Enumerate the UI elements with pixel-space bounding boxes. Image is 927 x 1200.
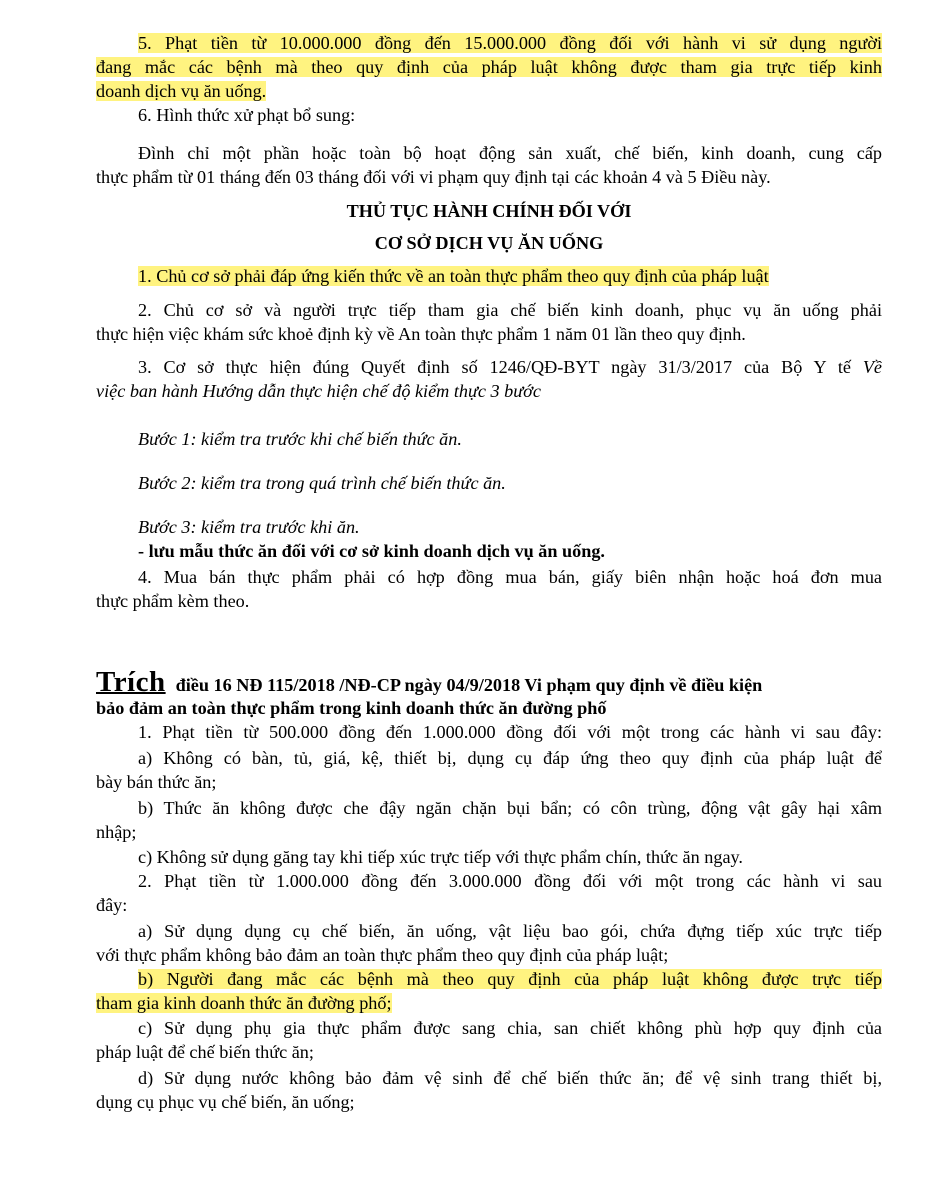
excerpt-p2d-line2: dụng cụ phục vụ chế biến, ăn uống; xyxy=(96,1092,355,1112)
excerpt-p2b-line1: b) Người đang mắc các bệnh mà theo quy định của pháp luật không được trực tiếp xyxy=(138,969,882,989)
procedures-item2-line1: 2. Chủ cơ sở và người trực tiếp tham gia chế biến kinh doanh, phục vụ ăn uống phải xyxy=(138,300,882,320)
penalty-item6-body-line2: thực phẩm từ 01 tháng đến 03 tháng đối với vi phạm quy định tại các khoản 4 và 5 Điều này. xyxy=(96,167,771,187)
excerpt-p2c-line1: c) Sử dụng phụ gia thực phẩm được sang chia, san chiết không phù hợp quy định của xyxy=(138,1018,882,1038)
excerpt-p2b-line2: tham gia kinh doanh thức ăn đường phố; xyxy=(96,993,392,1013)
excerpt-p1c: c) Không sử dụng găng tay khi tiếp xúc trực tiếp với thực phẩm chín, thức ăn ngay. xyxy=(138,847,743,867)
excerpt-p1a-line2: bày bán thức ăn; xyxy=(96,772,217,792)
procedures-title-line1: THỦ TỤC HÀNH CHÍNH ĐỐI VỚI xyxy=(346,201,632,221)
excerpt-p2-line2: đây: xyxy=(96,895,128,915)
excerpt-label: Trích xyxy=(96,666,166,698)
procedures-step1: Bước 1: kiểm tra trước khi chế biến thức ăn. xyxy=(138,429,462,449)
procedures-item4-line1: 4. Mua bán thực phẩm phải có hợp đồng mua bán, giấy biên nhận hoặc hoá đơn mua xyxy=(138,567,882,587)
procedures-item1: 1. Chủ cơ sở phải đáp ứng kiến thức về an toàn thực phẩm theo quy định của pháp luật xyxy=(138,266,769,286)
procedures-item3-line2: việc ban hành Hướng dẫn thực hiện chế độ kiểm thực 3 bước xyxy=(96,381,541,401)
penalty-item5-line1: 5. Phạt tiền từ 10.000.000 đồng đến 15.000.000 đồng đối với hành vi sử dụng người xyxy=(138,33,882,53)
excerpt-heading-line2: bảo đảm an toàn thực phẩm trong kinh doanh thức ăn đường phố xyxy=(96,698,607,718)
excerpt-heading-line1: Trích điều 16 NĐ 115/2018 /NĐ-CP ngày 04/9/2018 Vi phạm quy định về điều kiện xyxy=(96,666,763,698)
procedures-item3-line1: 3. Cơ sở thực hiện đúng Quyết định số 1246/QĐ-BYT ngày 31/3/2017 của Bộ Y tế Về xyxy=(138,357,882,377)
excerpt-p1b-line1: b) Thức ăn không được che đậy ngăn chặn bụi bẩn; có côn trùng, động vật gây hại xâm xyxy=(138,798,882,818)
penalty-item6-body-line1: Đình chỉ một phần hoặc toàn bộ hoạt động sản xuất, chế biến, kinh doanh, cung cấp xyxy=(138,143,882,163)
procedures-item2-line2: thực hiện việc khám sức khoẻ định kỳ về An toàn thực phẩm 1 năm 01 lần theo quy định. xyxy=(96,324,746,344)
penalty-item5-line2: đang mắc các bệnh mà theo quy định của pháp luật không được tham gia trực tiếp kinh xyxy=(96,57,882,77)
excerpt-p2-line1: 2. Phạt tiền từ 1.000.000 đồng đến 3.000.000 đồng đối với một trong các hành vi sau xyxy=(138,871,882,891)
excerpt-p1: 1. Phạt tiền từ 500.000 đồng đến 1.000.000 đồng đối với một trong các hành vi sau đây: xyxy=(138,722,882,742)
excerpt-p2a-line1: a) Sử dụng dụng cụ chế biến, ăn uống, vật liệu bao gói, chứa đựng tiếp xúc trực tiếp xyxy=(138,921,882,941)
penalty-item5-line3: doanh dịch vụ ăn uống. xyxy=(96,81,267,101)
excerpt-p2c-line2: pháp luật để chế biến thức ăn; xyxy=(96,1042,314,1062)
excerpt-p1b-line2: nhập; xyxy=(96,822,137,842)
procedures-item4-line2: thực phẩm kèm theo. xyxy=(96,591,250,611)
procedures-title-line2: CƠ SỞ DỊCH VỤ ĂN UỐNG xyxy=(374,233,604,253)
procedures-step3: Bước 3: kiểm tra trước khi ăn. xyxy=(138,517,360,537)
excerpt-p2d-line1: d) Sử dụng nước không bảo đảm vệ sinh để chế biến thức ăn; để vệ sinh trang thiết bị, xyxy=(138,1068,882,1088)
excerpt-p1a-line1: a) Không có bàn, tủ, giá, kệ, thiết bị, dụng cụ đáp ứng theo quy định của pháp luật để xyxy=(138,748,882,768)
excerpt-p2a-line2: với thực phẩm không bảo đảm an toàn thực phẩm theo quy định của pháp luật; xyxy=(96,945,669,965)
procedures-step2: Bước 2: kiểm tra trong quá trình chế biến thức ăn. xyxy=(138,473,506,493)
procedures-sample-note: - lưu mẫu thức ăn đối với cơ sở kinh doanh dịch vụ ăn uống. xyxy=(138,541,605,561)
penalty-item6-title: 6. Hình thức xử phạt bổ sung: xyxy=(138,105,356,125)
